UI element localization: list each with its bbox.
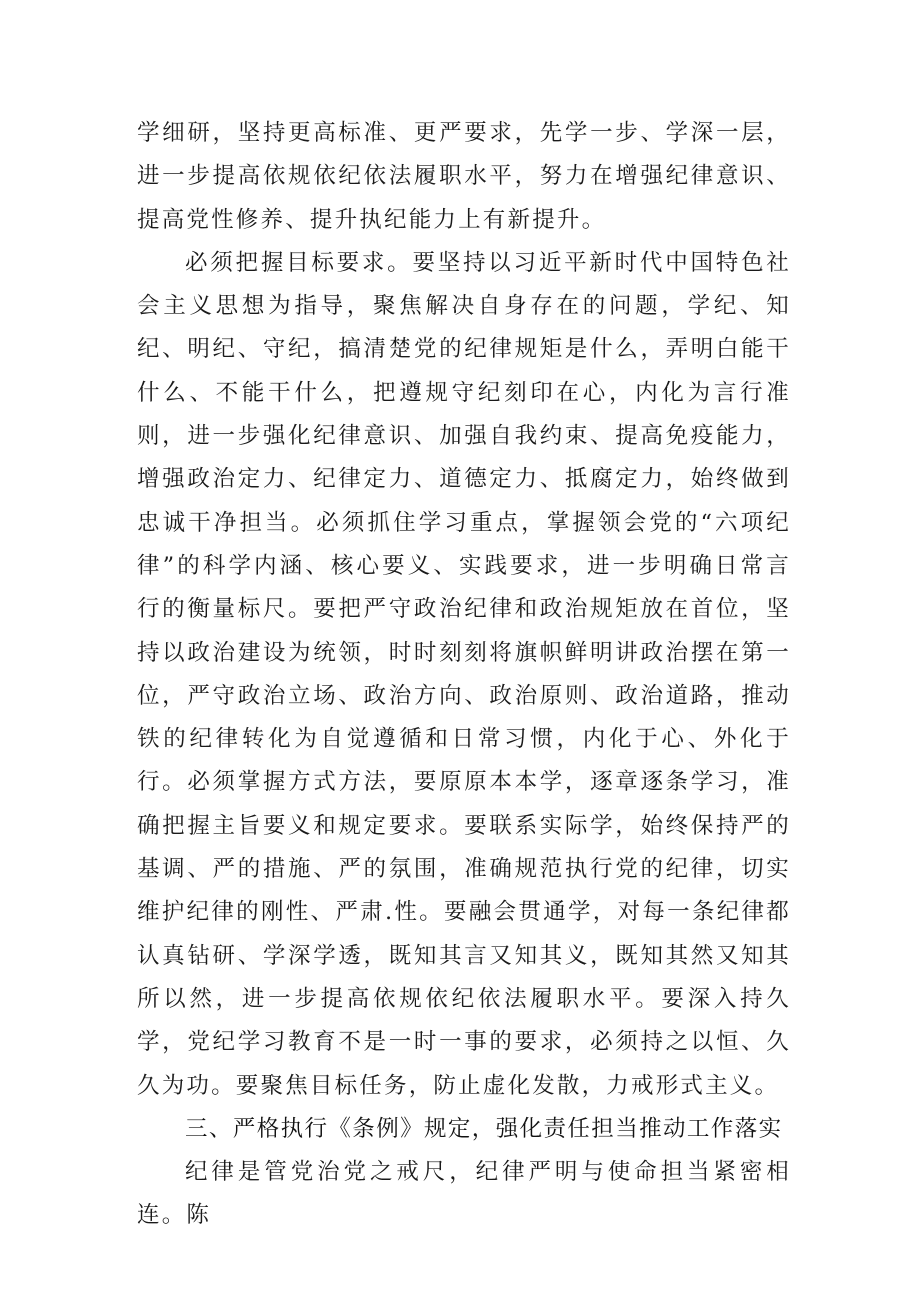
paragraph-discipline-intro: 纪律是管党治党之戒尺，纪律严明与使命担当紧密相连。陈 xyxy=(137,1159,791,1229)
section-heading: 三、严格执行《条例》规定，强化责任担当推动工作落实 xyxy=(185,1115,783,1142)
document-body xyxy=(137,112,791,1238)
paragraph-continuation: 学细研，坚持更高标准、更严要求，先学一步、学深一层，进一步提高依规依纪依法履职水平，努力在增强纪律意识、提高党性修养、提升执纪能力上有新提升。 xyxy=(137,120,791,233)
paragraph-target-requirements: 必须把握目标要求。要坚持以习近平新时代中国特色社会主义思想为指导，聚焦解决自身存在的问题，学纪、知纪、明纪、守纪，搞清楚党的纪律规矩是什么，弄明白能干什么、不能干什么，把遵规守纪刻印在心，内化为言行准则，进一步强化纪律意识、加强自我约束、提高免疫能力，增强政治定力、纪律定力、道德定力、抵腐定力，始终做到忠诚干净担当。必须抓住学习重点，掌握领会党的“六项纪律”的科学内涵、核心要义、实践要求，进一步明确日常言行的衡量标尺。要把严守政治纪律和政治规矩放在首位，坚持以政治建设为统领，时时刻刻将旗帜鲜明讲政治摆在第一位，严守政治立场、政治方向、政治原则、政治道路，推动铁的纪律转化为自觉遵循和日常习惯，内化于心、外化于行。必须掌握方式方法，要原原本本学，逐章逐条学习，准确把握主旨要义和规定要求。要联系实际学，始终保持严的基调、严的措施、严的氛围，准确规范执行党的纪律，切实维护纪律的刚性、严肃.性。要融会贯通学，对每一条纪律都认真钻研、学深学透，既知其言又知其义，既知其然又知其所以然，进一步提高依规依纪依法履职水平。要深入持久学，党纪学习教育不是一时一事的要求，必须持之以恒、久久为功。要聚焦目标任务，防止虚化发散，力戒形式主义。 xyxy=(137,249,791,1099)
